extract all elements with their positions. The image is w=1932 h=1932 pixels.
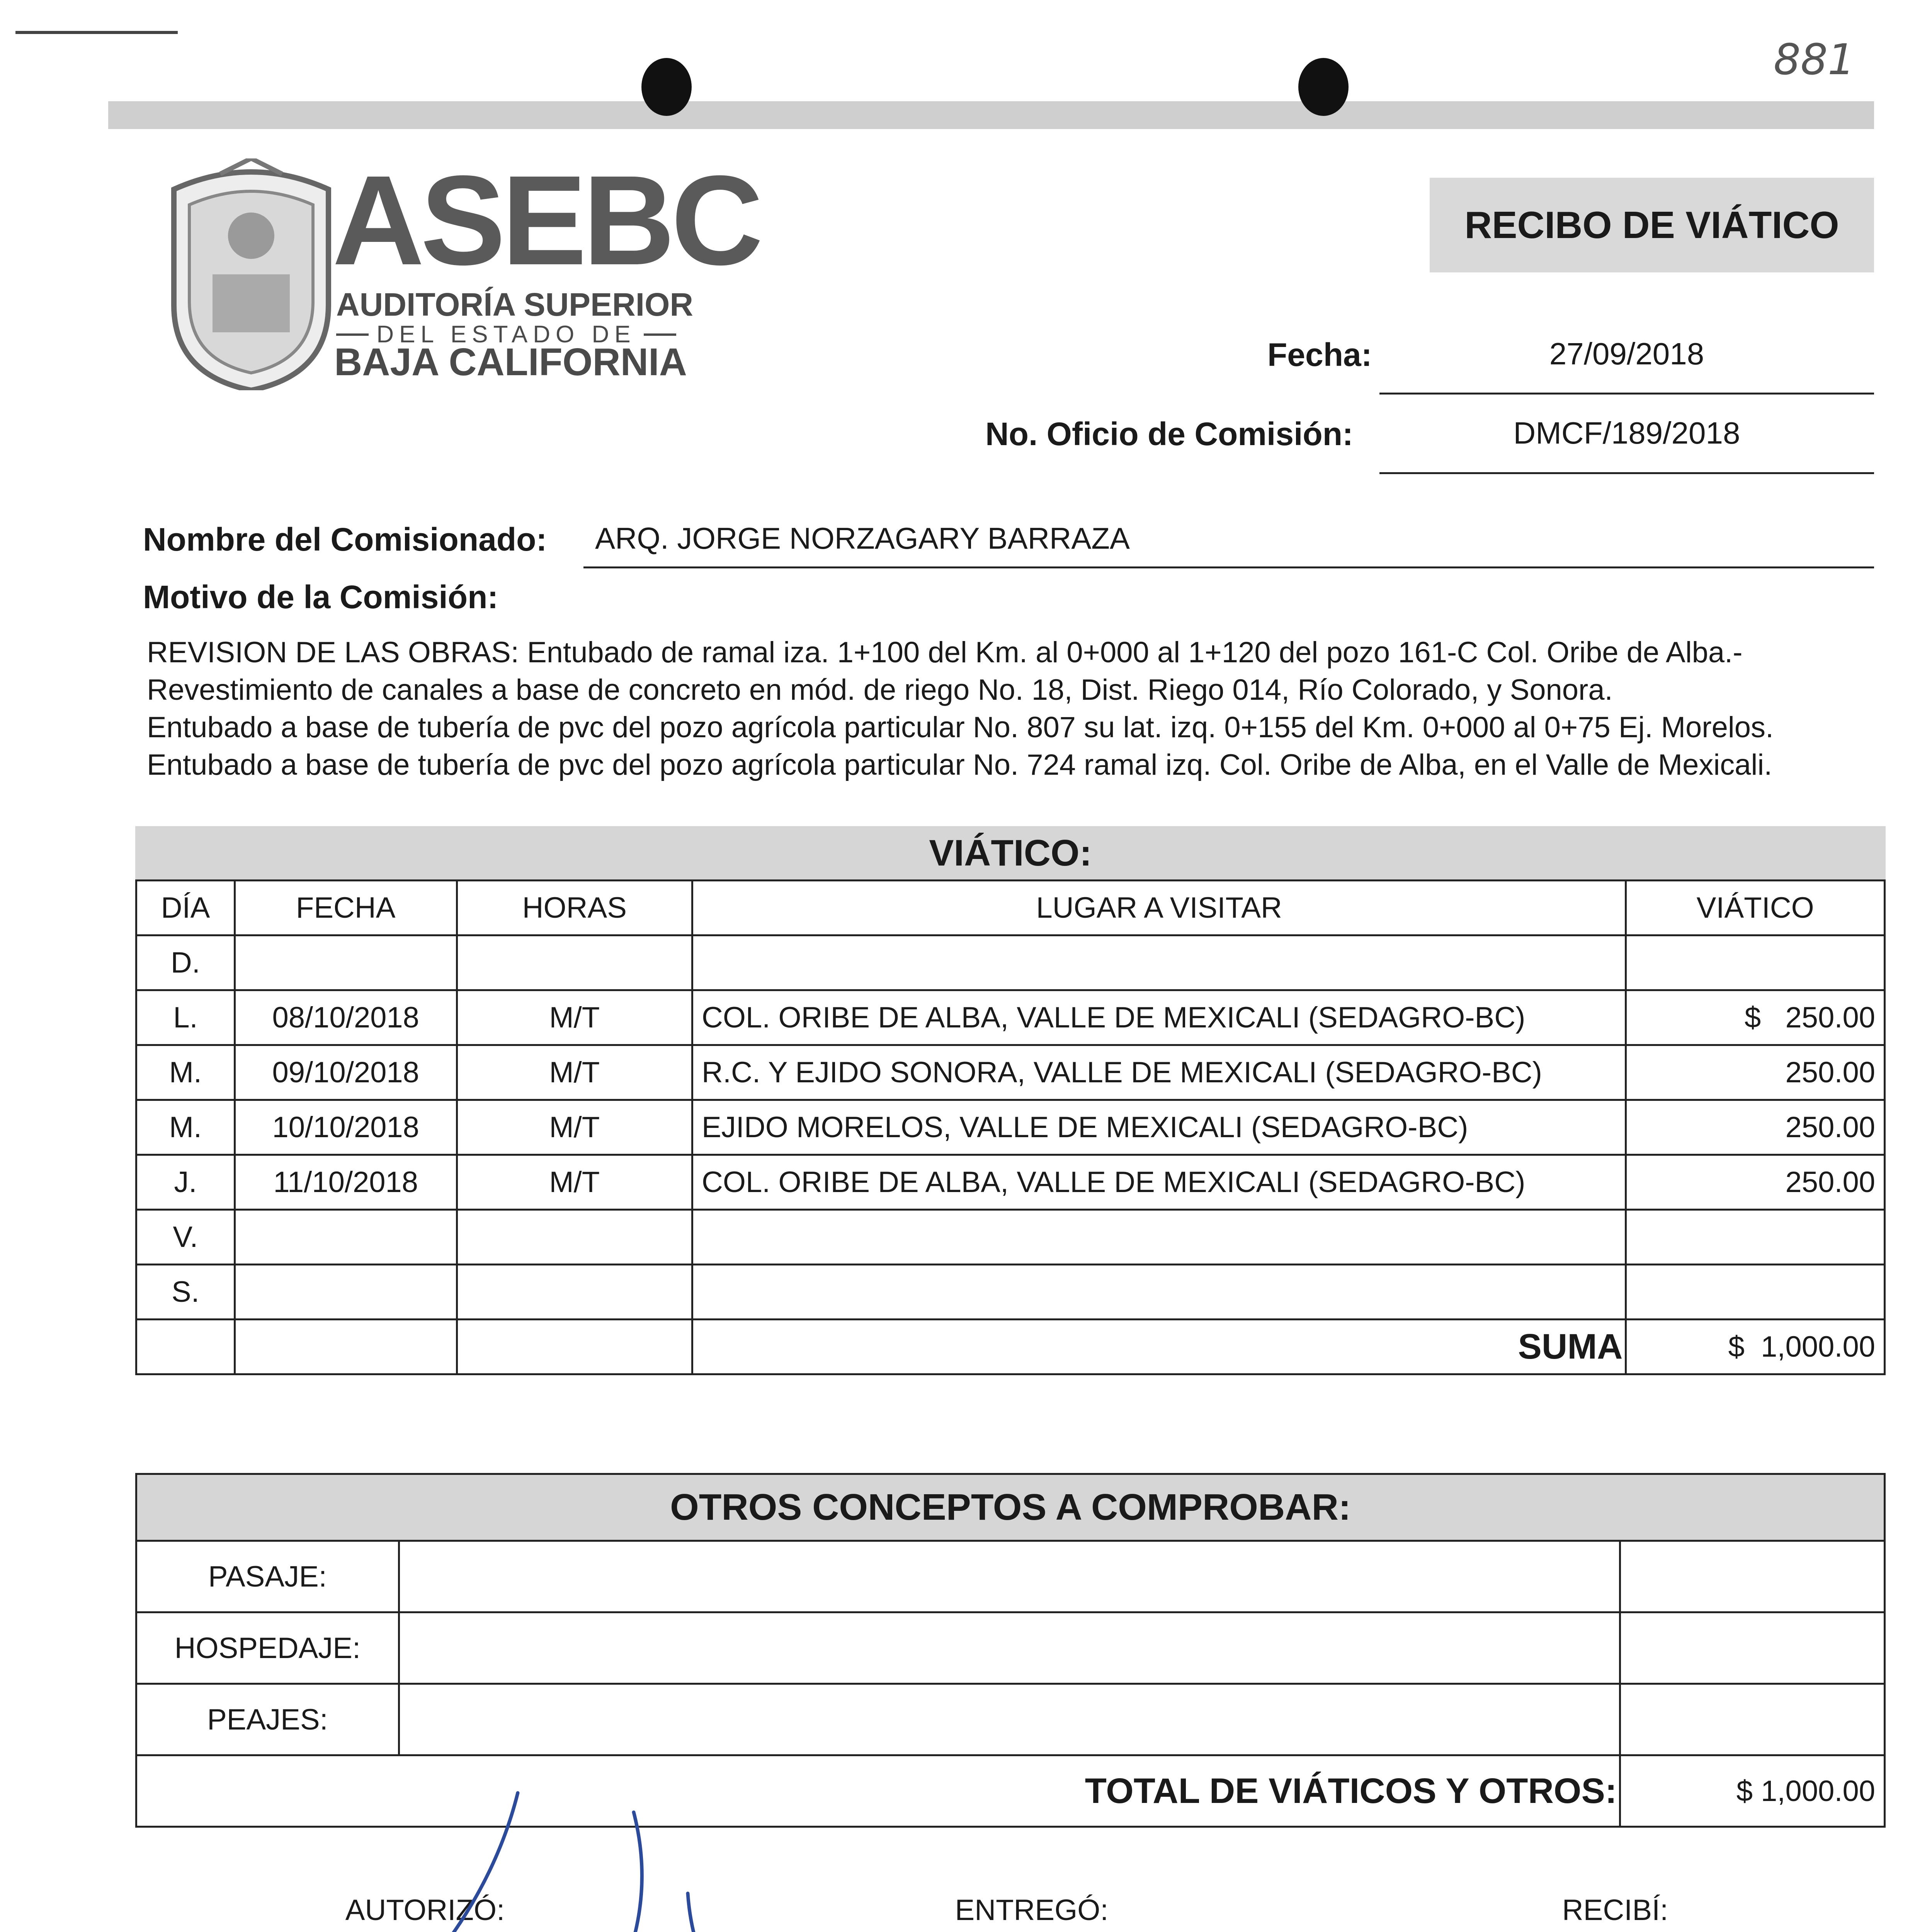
logo-line2: DEL ESTADO DE <box>336 321 676 348</box>
motivo-line: REVISION DE LAS OBRAS: Entubado de ramal iza. 1+100 del Km. al 0+000 al 1+120 del pozo 161-C Col. Oribe de Alba.- <box>147 636 1743 669</box>
dia-cell: D. <box>136 935 235 990</box>
horas-cell: M/T <box>457 990 692 1045</box>
fecha-value: 27/09/2018 <box>1549 337 1704 371</box>
lugar-cell: COL. ORIBE DE ALBA, VALLE DE MEXICALI (SEDAGRO-BC) <box>692 990 1626 1045</box>
viatico-cell: $ 250.00 <box>1626 990 1885 1045</box>
dia-cell: M. <box>136 1100 235 1155</box>
autorizo-signature-icon <box>216 1793 642 1932</box>
lugar-cell: R.C. Y EJIDO SONORA, VALLE DE MEXICALI (SEDAGRO-BC) <box>692 1045 1626 1100</box>
dia-cell: V. <box>136 1210 235 1265</box>
motivo-line: Revestimiento de canales a base de concreto en mód. de riego No. 18, Dist. Riego 014, Río Colorado, y Sonora. <box>147 673 1613 706</box>
concept-label: PASAJE: <box>136 1541 399 1612</box>
suma-label: SUMA <box>692 1320 1626 1374</box>
horas-cell: M/T <box>457 1155 692 1210</box>
viatico-cell: 250.00 <box>1626 1045 1885 1100</box>
column-header: HORAS <box>457 881 692 935</box>
viatico-cell: 250.00 <box>1626 1155 1885 1210</box>
autorizo-heading: AUTORIZÓ: <box>345 1894 505 1927</box>
total-label: TOTAL DE VIÁTICOS Y OTROS: <box>136 1755 1620 1827</box>
entrego-heading: ENTREGÓ: <box>955 1894 1109 1927</box>
suma-value: $ 1,000.00 <box>1626 1320 1885 1374</box>
comisionado-value: ARQ. JORGE NORZAGARY BARRAZA <box>595 521 1130 555</box>
dia-cell: M. <box>136 1045 235 1100</box>
horas-cell: M/T <box>457 1100 692 1155</box>
lugar-cell: COL. ORIBE DE ALBA, VALLE DE MEXICALI (SEDAGRO-BC) <box>692 1155 1626 1210</box>
motivo-line: Entubado a base de tubería de pvc del pozo agrícola particular No. 724 ramal izq. Col. Oribe de Alba, en el Valle de Mexicali. <box>147 748 1772 781</box>
fecha-label: Fecha: <box>1267 337 1372 373</box>
column-header: DÍA <box>136 881 235 935</box>
otros-heading: OTROS CONCEPTOS A COMPROBAR: <box>136 1474 1885 1541</box>
fecha-cell: 11/10/2018 <box>235 1155 457 1210</box>
recibi-heading: RECIBÍ: <box>1562 1894 1668 1927</box>
column-header: VIÁTICO <box>1626 881 1885 935</box>
dia-cell: L. <box>136 990 235 1045</box>
total-value: $ 1,000.00 <box>1620 1755 1885 1827</box>
concept-label: HOSPEDAJE: <box>136 1612 399 1684</box>
document-title: RECIBO DE VIÁTICO <box>1430 178 1874 272</box>
entrego-signature-icon <box>688 1893 1213 1932</box>
lugar-cell: EJIDO MORELOS, VALLE DE MEXICALI (SEDAGRO-BC) <box>692 1100 1626 1155</box>
viatico-cell: 250.00 <box>1626 1100 1885 1155</box>
page-number: 881 <box>1774 35 1855 84</box>
fecha-cell: 08/10/2018 <box>235 990 457 1045</box>
comisionado-label: Nombre del Comisionado: <box>143 521 547 558</box>
horas-cell: M/T <box>457 1045 692 1100</box>
viatico-heading: VIÁTICO: <box>135 826 1886 880</box>
logo-line1: AUDITORÍA SUPERIOR <box>336 286 694 323</box>
oficio-value: DMCF/189/2018 <box>1513 416 1740 450</box>
logo-line3: BAJA CALIFORNIA <box>334 340 687 384</box>
logo-acronym: ASEBC <box>332 149 760 291</box>
oficio-label: No. Oficio de Comisión: <box>985 416 1354 452</box>
dia-cell: J. <box>136 1155 235 1210</box>
fecha-cell: 09/10/2018 <box>235 1045 457 1100</box>
fecha-cell: 10/10/2018 <box>235 1100 457 1155</box>
column-header: LUGAR A VISITAR <box>692 881 1626 935</box>
dia-cell: S. <box>136 1265 235 1320</box>
motivo-line: Entubado a base de tubería de pvc del pozo agrícola particular No. 807 su lat. izq. 0+155 del Km. 0+000 al 0+75 Ej. Morelos. <box>147 711 1774 744</box>
column-header: FECHA <box>235 881 457 935</box>
concept-label: PEAJES: <box>136 1684 399 1755</box>
motivo-label: Motivo de la Comisión: <box>143 579 498 615</box>
